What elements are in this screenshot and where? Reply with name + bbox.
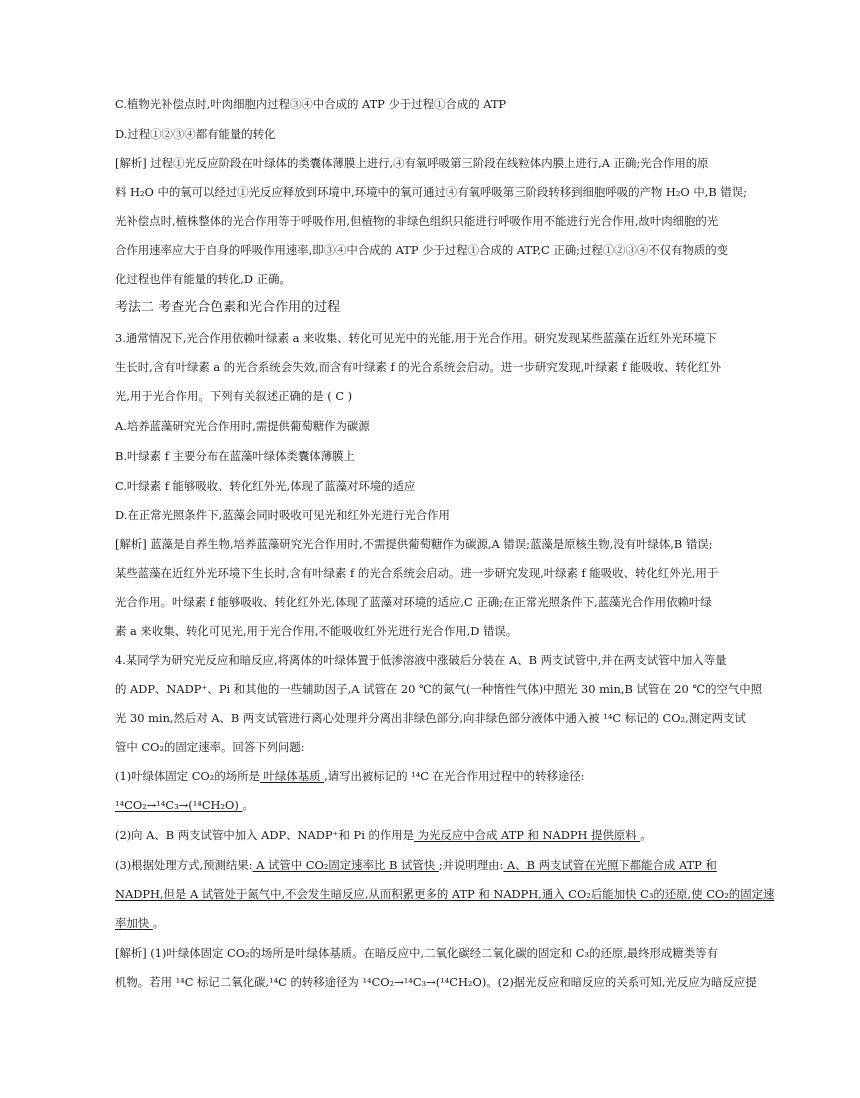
question-4-line: 4.某同学为研究光反应和暗反应,将离体的叶绿体置于低渗溶液中涨破后分装在 A、B 两支试管中,并在两支试管中加入等量: [115, 653, 727, 667]
option-c: C.叶绿素 f 能够吸收、转化红外光,体现了蓝藻对环境的适应: [115, 479, 416, 493]
question-4-line: 光 30 min,然后对 A、B 两支试管进行离心处理并分离出非绿色部分,向非绿色部分液体中通入被 ¹⁴C 标记的 CO₂,测定两支试: [115, 711, 746, 725]
analysis-line: [解析] (1)叶绿体固定 CO₂的场所是叶绿体基质。在暗反应中,二氧化碳经二氧化碳的固定和 C₃的还原,最终形成糖类等有: [115, 946, 718, 960]
analysis-line: [解析] 过程①光反应阶段在叶绿体的类囊体薄膜上进行,④有氧呼吸第三阶段在线粒体内膜上进行,A 正确;光合作用的原: [115, 156, 709, 170]
analysis-line: 化过程也伴有能量的转化,D 正确。: [115, 272, 291, 286]
option-c: C.植物光补偿点时,叶肉细胞内过程③④中合成的 ATP 少于过程①合成的 ATP: [115, 97, 507, 111]
sentence-end: 。: [152, 916, 165, 930]
sentence-end: 。: [640, 828, 652, 842]
sub-question-1-mid: ,请写出被标记的 ¹⁴C 在光合作用过程中的转移途径:: [324, 769, 585, 783]
answer-blank: 叶绿体基质: [259, 769, 325, 783]
analysis-line: 素 a 来收集、转化可见光,用于光合作用,不能吸收红外光进行光合作用,D 错误。: [115, 624, 518, 638]
analysis-line: 机物。若用 ¹⁴C 标记二氧化碳,¹⁴C 的转移途径为 ¹⁴CO₂→¹⁴C₃→(¹⁴CH₂O)。(2)据光反应和暗反应的关系可知,光反应为暗反应提: [115, 975, 757, 989]
sub-question-3-prefix: (3)根据处理方式,预测结果:: [115, 858, 253, 872]
sub-question-1-prefix: (1)叶绿体固定 CO₂的场所是: [115, 769, 260, 783]
sub-question-2: [115, 827, 652, 843]
sub-question-3-mid: ;并说明理由:: [438, 858, 504, 872]
option-b: B.叶绿素 f 主要分布在蓝藻叶绿体类囊体薄膜上: [115, 449, 355, 463]
sub-question-1-answer: [115, 797, 254, 813]
analysis-line: [解析] 蓝藻是自养生物,培养蓝藻研究光合作用时,不需提供葡萄糖作为碳源,A 错误;蓝藻是原核生物,没有叶绿体,B 错误;: [115, 537, 713, 551]
sub-question-3: [115, 857, 717, 873]
sub-question-3-answer: [115, 886, 774, 902]
question-3-line: 光,用于光合作用。下列有关叙述正确的是 ( C ): [115, 389, 353, 403]
analysis-line: 光合作用。叶绿素 f 能够吸收、转化红外光,体现了蓝藻对环境的适应,C 正确;在正常光照条件下,蓝藻光合作用依赖叶绿: [115, 595, 712, 609]
option-a: A.培养蓝藻研究光合作用时,需提供葡萄糖作为碳源: [115, 419, 370, 433]
answer-blank: ¹⁴CO₂→¹⁴C₃→(¹⁴CH₂O): [115, 798, 243, 812]
question-4-line: 管中 CO₂的固定速率。回答下列问题:: [115, 740, 305, 754]
sub-question-3-answer: [115, 915, 164, 931]
answer-blank: A 试管中 CO₂固定速率比 B 试管快: [252, 858, 439, 872]
answer-blank: 为光反应中合成 ATP 和 NADPH 提供原料: [414, 828, 641, 842]
answer-blank: 率加快: [115, 916, 153, 930]
analysis-line: 某些蓝藻在近红外光环境下生长时,含有叶绿素 f 的光合系统会启动。进一步研究发现,叶绿素 f 能吸收、转化红外光,用于: [115, 566, 719, 580]
question-3-line: 生长时,含有叶绿素 a 的光合系统会失效,而含有叶绿素 f 的光合系统会启动。进一步研究发现,叶绿素 f 能吸收、转化红外: [115, 360, 721, 374]
question-4-line: 的 ADP、NADP⁺、Pi 和其他的一些辅助因子,A 试管在 20 ℃的氮气(一种惰性气体)中照光 30 min,B 试管在 20 ℃的空气中照: [115, 682, 763, 696]
sentence-end: 。: [242, 798, 254, 812]
answer-blank: NADPH,但是 A 试管处于氮气中,不会发生暗反应,从而积累更多的 ATP 和 NADPH,通入 CO₂后能加快 C₃的还原,使 CO₂的固定速: [115, 887, 775, 901]
analysis-line: 光补偿点时,植株整体的光合作用等于呼吸作用,但植物的非绿色组织只能进行呼吸作用不能进行光合作用,故叶肉细胞的光: [115, 214, 719, 228]
analysis-line: 合作用速率应大于自身的呼吸作用速率,即③④中合成的 ATP 少于过程①合成的 ATP,C 正确;过程①②③④不仅有物质的变: [115, 243, 729, 257]
option-d: D.在正常光照条件下,蓝藻会同时吸收可见光和红外光进行光合作用: [115, 508, 450, 522]
sub-question-1: [115, 768, 584, 784]
answer-blank: A、B 两支试管在光照下都能合成 ATP 和: [503, 858, 717, 872]
section-heading: 考法二 考查光合色素和光合作用的过程: [115, 300, 341, 315]
analysis-line: 料 H₂O 中的氧可以经过①光反应释放到环境中,环境中的氧可通过④有氧呼吸第三阶段转移到细胞呼吸的产物 H₂O 中,B 错误;: [115, 185, 747, 199]
option-d: D.过程①②③④都有能量的转化: [115, 127, 276, 141]
question-3-line: 3.通常情况下,光合作用依赖叶绿素 a 来收集、转化可见光中的光能,用于光合作用。研究发现某些蓝藻在近红外光环境下: [115, 331, 717, 345]
sub-question-2-prefix: (2)向 A、B 两支试管中加入 ADP、NADP⁺和 Pi 的作用是: [115, 828, 415, 842]
